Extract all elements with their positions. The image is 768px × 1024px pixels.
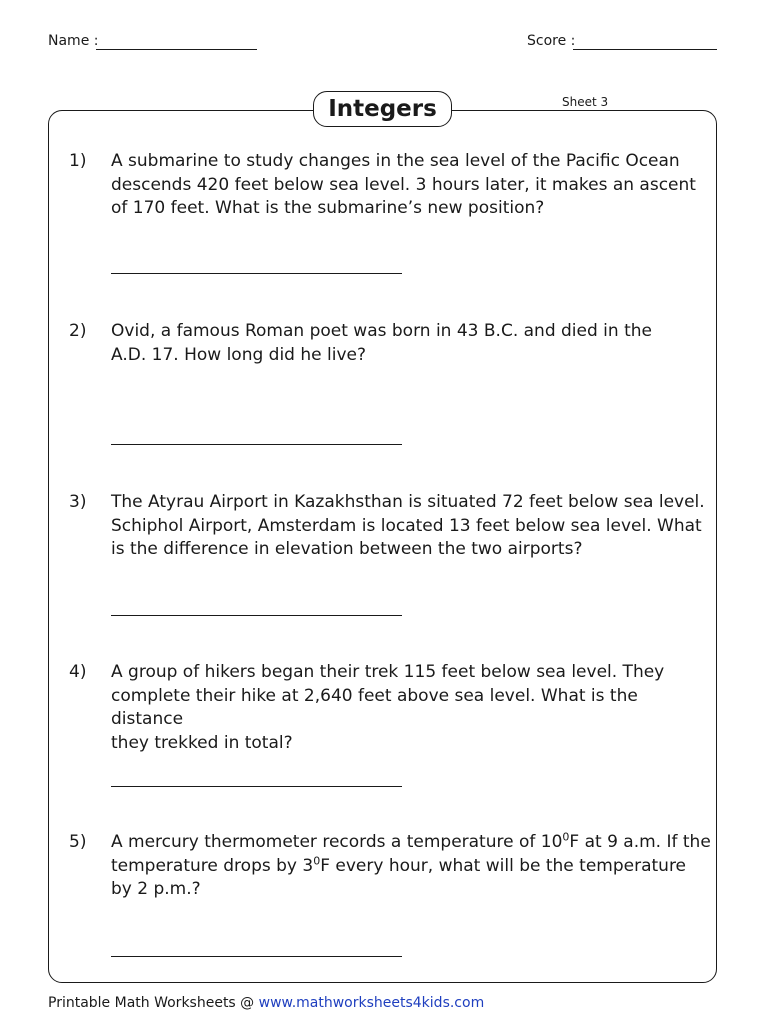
name-field[interactable] xyxy=(96,49,257,50)
question-number: 4) xyxy=(69,662,87,682)
degree-superscript: 0 xyxy=(562,830,570,844)
worksheet-title-text: Integers xyxy=(328,96,437,122)
score-field[interactable] xyxy=(573,49,717,50)
score-label: Score : xyxy=(527,33,576,49)
question-number: 5) xyxy=(69,832,87,852)
question-number: 2) xyxy=(69,321,87,341)
answer-line[interactable] xyxy=(111,273,402,274)
answer-line[interactable] xyxy=(111,444,402,445)
degree-superscript: 0 xyxy=(313,853,321,867)
footer-prefix: Printable Math Worksheets @ xyxy=(48,995,259,1011)
question-text: A mercury thermometer records a temperature of $10^0F$ at 9 a.m. If the temperature drops by $3^0F$ every hour, what will be the temperature by 2 p.m.? xyxy=(111,830,711,899)
footer-link[interactable]: www.mathworksheets4kids.com xyxy=(258,995,485,1011)
name-label: Name : xyxy=(48,33,99,49)
question-number: 1) xyxy=(69,151,87,171)
answer-line[interactable] xyxy=(111,786,402,787)
worksheet-title xyxy=(313,91,452,127)
question-text: A group of hikers began their trek 115 feet below sea level. They complete their hike at 2,640 feet above sea level. What is the distance they trekked in total? xyxy=(111,662,665,753)
question-text: The Atyrau Airport in Kazakhsthan is situated 72 feet below sea level. Schiphol Airport, Amsterdam is located 13 feet below sea level. What is the difference in elevation between the two airports? xyxy=(111,492,705,559)
sheet-label: Sheet 3 xyxy=(562,95,609,109)
question-text: Ovid, a famous Roman poet was born in 43 B.C. and died in the A.D. 17. How long did he live? xyxy=(111,321,652,365)
footer xyxy=(48,995,484,1011)
question-number: 3) xyxy=(69,492,87,512)
question-text: A submarine to study changes in the sea level of the Pacific Ocean descends 420 feet below sea level. 3 hours later, it makes an ascent of 170 feet. What is the submarine’s new position? xyxy=(111,151,696,218)
answer-line[interactable] xyxy=(111,615,402,616)
answer-line[interactable] xyxy=(111,956,402,957)
